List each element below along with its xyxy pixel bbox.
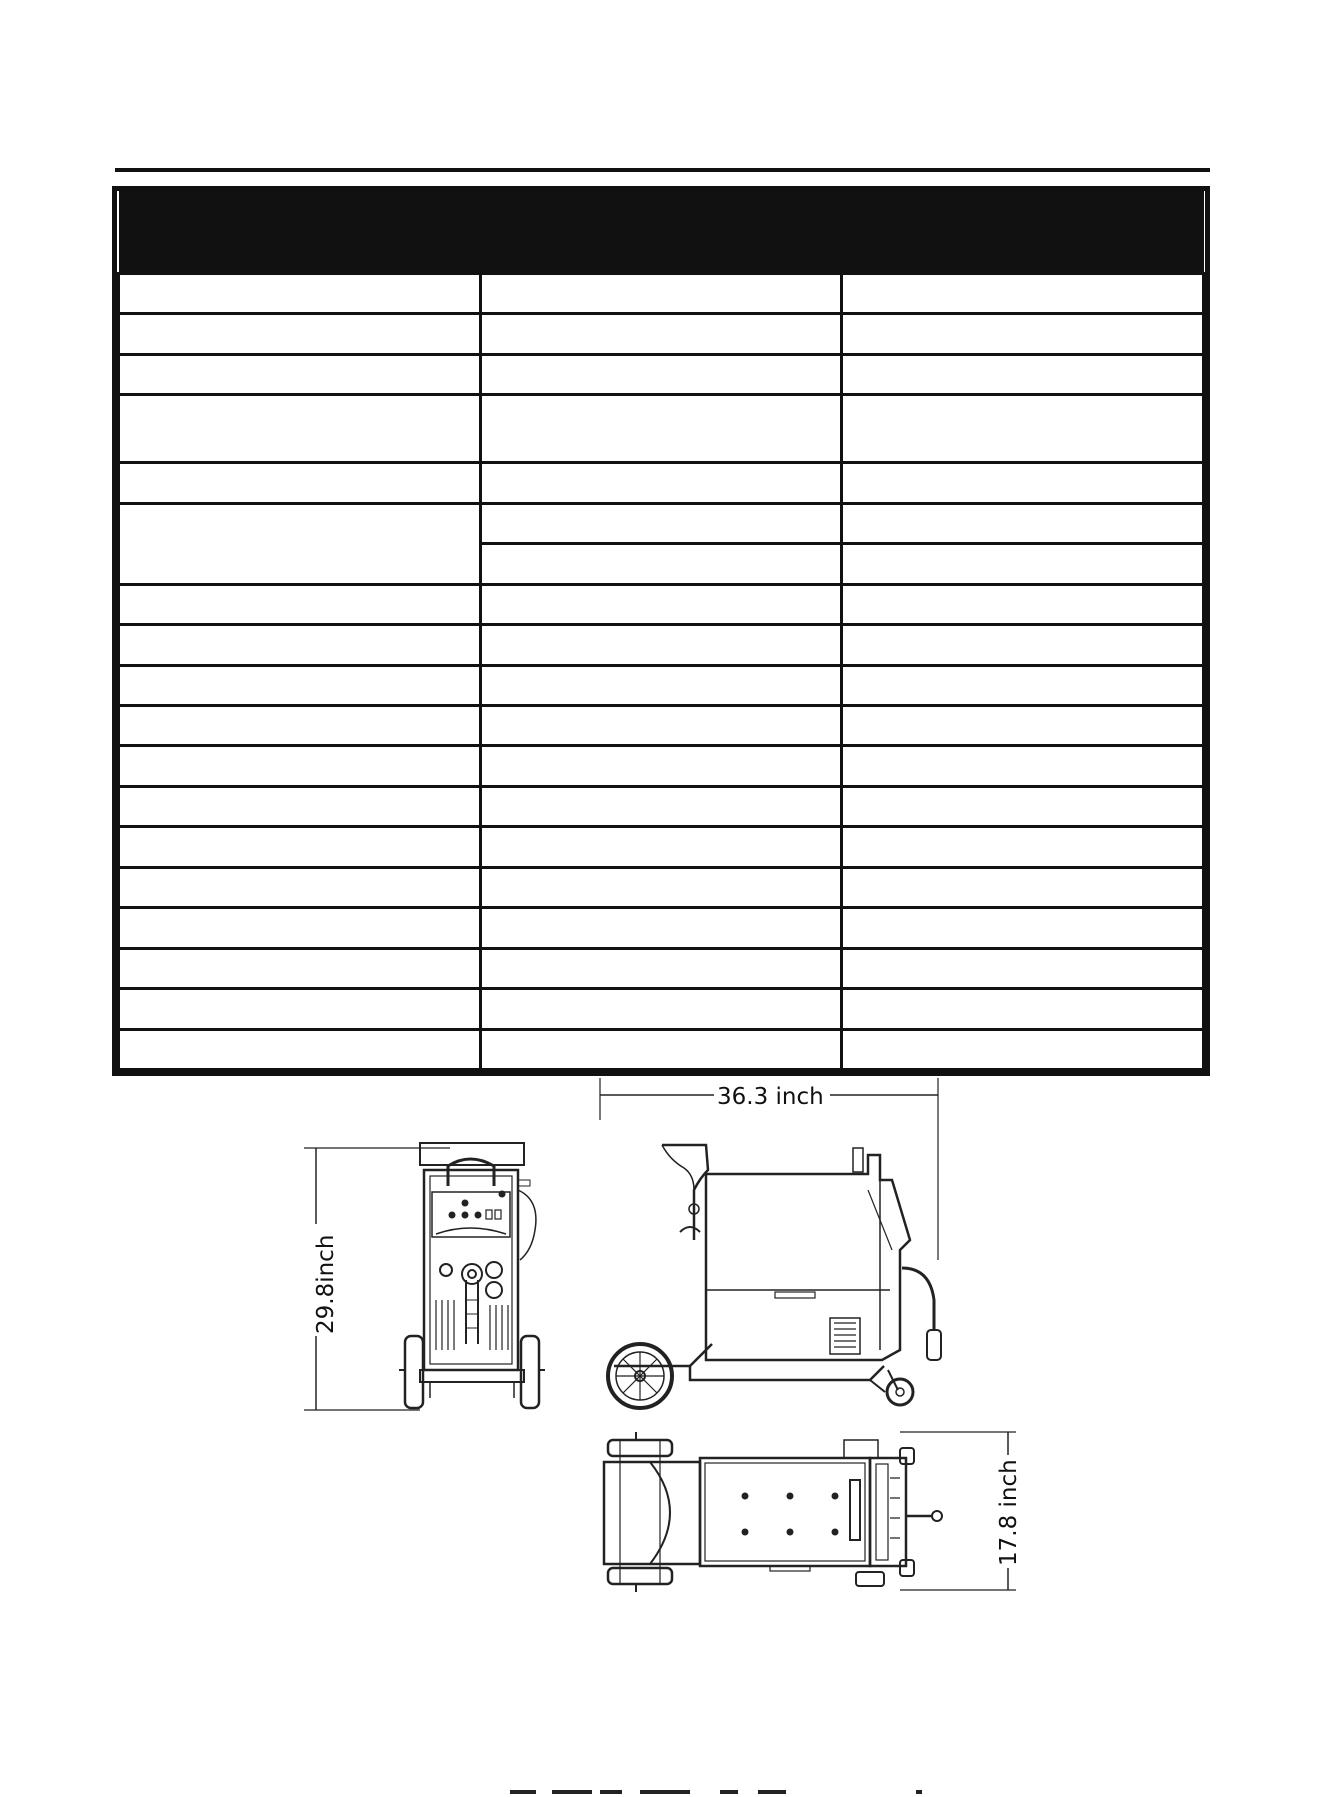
- row-unit: [480, 908, 842, 948]
- row-value: [842, 274, 1204, 314]
- row-value: [842, 395, 1204, 463]
- row-value: [842, 503, 1204, 543]
- row-unit: [480, 948, 842, 988]
- row-unit: [480, 625, 842, 665]
- row-value: [842, 706, 1204, 746]
- row-label: [119, 948, 481, 988]
- table-row: [119, 395, 1204, 463]
- row-unit: [480, 1029, 842, 1069]
- welder-side-view: [600, 1078, 941, 1408]
- table-row: [119, 706, 1204, 746]
- row-unit: [480, 395, 842, 463]
- table-row: [119, 503, 1204, 543]
- row-value: [842, 314, 1204, 354]
- table-row: [119, 948, 1204, 988]
- row-label: [119, 746, 481, 786]
- row-unit: [480, 706, 842, 746]
- table-row: [119, 1029, 1204, 1069]
- row-label: [119, 503, 481, 584]
- table-row: [119, 354, 1204, 394]
- row-value: [842, 867, 1204, 907]
- length-dimension-label: 36.3 inch: [717, 1084, 824, 1110]
- width-dimension-label: 17.8 inch: [996, 1459, 1022, 1566]
- spec-table-header: [119, 191, 1204, 274]
- row-unit: [480, 274, 842, 314]
- row-label: [119, 786, 481, 826]
- table-row: [119, 463, 1204, 503]
- row-unit: [480, 463, 842, 503]
- spec-table-grid: [117, 191, 1205, 1071]
- row-unit: [480, 989, 842, 1029]
- row-value: [842, 625, 1204, 665]
- row-value: [842, 665, 1204, 705]
- table-row: [119, 989, 1204, 1029]
- welder-top-view: [604, 1432, 1016, 1592]
- table-row: [119, 827, 1204, 867]
- row-value: [842, 746, 1204, 786]
- row-label: [119, 354, 481, 394]
- table-row: [119, 908, 1204, 948]
- row-label: [119, 989, 481, 1029]
- row-value: [842, 908, 1204, 948]
- row-value: [842, 786, 1204, 826]
- row-value: [842, 948, 1204, 988]
- row-sub-unit: [480, 544, 842, 584]
- table-row: [119, 746, 1204, 786]
- row-label: [119, 827, 481, 867]
- row-value: [842, 989, 1204, 1029]
- row-unit: [480, 665, 842, 705]
- row-label: [119, 908, 481, 948]
- row-unit: [480, 314, 842, 354]
- table-row: [119, 665, 1204, 705]
- table-row: [119, 786, 1204, 826]
- row-label: [119, 867, 481, 907]
- row-unit: [480, 503, 842, 543]
- spec-table: [112, 186, 1210, 1076]
- row-value: [842, 463, 1204, 503]
- row-sub-value: [842, 544, 1204, 584]
- table-row: [119, 867, 1204, 907]
- row-label: [119, 395, 481, 463]
- row-label: [119, 665, 481, 705]
- row-value: [842, 827, 1204, 867]
- row-label: [119, 463, 481, 503]
- row-label: [119, 1029, 481, 1069]
- row-value: [842, 584, 1204, 624]
- row-label: [119, 625, 481, 665]
- bottom-crop-marks: [0, 1788, 1324, 1797]
- row-unit: [480, 827, 842, 867]
- row-unit: [480, 584, 842, 624]
- welder-front-view: [304, 1143, 545, 1410]
- row-unit: [480, 746, 842, 786]
- row-unit: [480, 354, 842, 394]
- table-row: [119, 274, 1204, 314]
- top-rule: [115, 168, 1210, 172]
- row-unit: [480, 867, 842, 907]
- table-row: [119, 314, 1204, 354]
- height-dimension-label: 29.8inch: [313, 1234, 339, 1334]
- table-row: [119, 625, 1204, 665]
- spec-table-header-row: [119, 191, 1204, 274]
- table-row: [119, 584, 1204, 624]
- row-label: [119, 706, 481, 746]
- row-label: [119, 584, 481, 624]
- row-value: [842, 1029, 1204, 1069]
- row-label: [119, 314, 481, 354]
- row-label: [119, 274, 481, 314]
- row-value: [842, 354, 1204, 394]
- row-unit: [480, 786, 842, 826]
